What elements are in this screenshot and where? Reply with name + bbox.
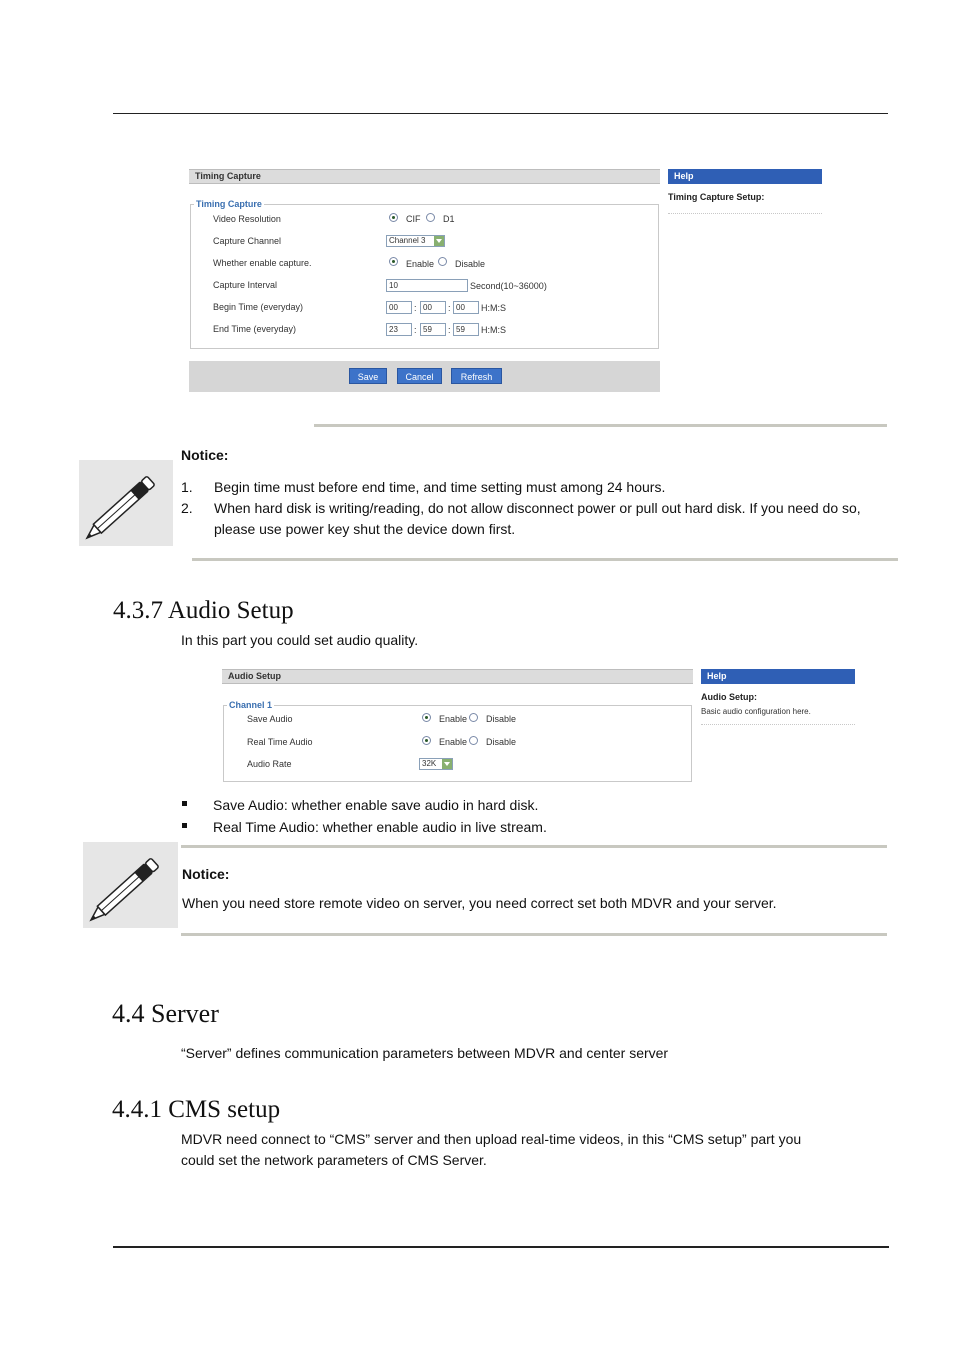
audio-rate-value: 32K xyxy=(422,759,437,768)
help-divider xyxy=(668,213,822,214)
capture-disable-radio[interactable] xyxy=(438,257,447,266)
capture-interval-input[interactable]: 10 xyxy=(386,279,468,292)
realtime-audio-enable-label: Enable xyxy=(439,737,468,747)
resolution-cif-label: CIF xyxy=(406,214,421,224)
resolution-d1-label: D1 xyxy=(443,214,455,224)
save-audio-disable-label: Disable xyxy=(486,714,517,724)
footer-rule xyxy=(113,1246,889,1248)
cms-setup-text: could set the network parameters of CMS Server. xyxy=(181,1152,487,1168)
help-titlebar: Help xyxy=(668,169,822,184)
timing-capture-title: Timing Capture xyxy=(195,171,261,181)
save-audio-disable-radio[interactable] xyxy=(469,713,478,722)
notice2-title: Notice: xyxy=(182,866,230,882)
capture-channel-select[interactable] xyxy=(386,235,445,247)
end-minute-input[interactable]: 59 xyxy=(420,323,446,336)
chevron-down-icon xyxy=(442,759,452,769)
notice1-item-text: please use power key shut the device down first. xyxy=(214,521,516,537)
cms-setup-heading: 4.4.1 CMS setup xyxy=(112,1096,281,1123)
audio-setup-intro: In this part you could set audio quality. xyxy=(181,632,419,648)
save-audio-enable-radio[interactable] xyxy=(422,713,431,722)
server-text: “Server” defines communication parameters between MDVR and center server xyxy=(181,1045,669,1061)
capture-interval-unit: Second(10~36000) xyxy=(470,281,547,291)
audio-setup-titlebar xyxy=(222,669,693,684)
begin-minute-input[interactable]: 00 xyxy=(420,301,446,314)
end-time-unit: H:M:S xyxy=(481,325,507,335)
video-resolution-label: Video Resolution xyxy=(213,214,281,224)
capture-enable-radio[interactable] xyxy=(389,257,398,266)
timing-capture-legend: Timing Capture xyxy=(196,199,262,209)
notice1-item-text: When hard disk is writing/reading, do not allow disconnect power or pull out hard disk. If you need do so, xyxy=(214,500,861,516)
capture-channel-value: Channel 3 xyxy=(389,236,426,245)
cancel-button[interactable]: Cancel xyxy=(397,368,442,384)
capture-interval-label: Capture Interval xyxy=(213,280,278,290)
end-second-input[interactable]: 59 xyxy=(453,323,479,336)
notice1-bottom-rule xyxy=(192,558,898,561)
refresh-button[interactable]: Refresh xyxy=(451,368,502,384)
begin-time-label: Begin Time (everyday) xyxy=(213,302,304,312)
real-time-audio-label: Real Time Audio xyxy=(247,737,313,747)
resolution-cif-radio[interactable] xyxy=(389,213,398,222)
notice1-item-number: 2. xyxy=(181,500,193,516)
audio-setup-heading: 4.3.7 Audio Setup xyxy=(113,597,294,624)
notice1-item-text: Begin time must before end time, and time setting must among 24 hours. xyxy=(214,479,666,495)
notice2-text: When you need store remote video on server, you need correct set both MDVR and your server. xyxy=(182,895,777,911)
end-hour-input[interactable]: 23 xyxy=(386,323,412,336)
bullet-icon xyxy=(182,823,187,828)
resolution-d1-radio[interactable] xyxy=(426,213,435,222)
chevron-down-icon xyxy=(434,236,444,246)
notice1-item-number: 1. xyxy=(181,479,193,495)
bullet-icon xyxy=(182,801,187,806)
save-button[interactable]: Save xyxy=(349,368,387,384)
time-separator: : xyxy=(448,325,451,335)
header-rule xyxy=(113,113,888,114)
cms-setup-text: MDVR need connect to “CMS” server and then upload real-time videos, in this “CMS setup” part you xyxy=(181,1131,802,1147)
audio-help-titlebar: Help xyxy=(701,669,855,684)
begin-hour-input[interactable]: 00 xyxy=(386,301,412,314)
server-heading: 4.4 Server xyxy=(112,999,219,1028)
capture-channel-label: Capture Channel xyxy=(213,236,282,246)
bullet-real-time-audio: Real Time Audio: whether enable audio in live stream. xyxy=(213,819,547,835)
bullet-save-audio: Save Audio: whether enable save audio in hard disk. xyxy=(213,797,539,813)
notice2-bottom-rule xyxy=(181,933,887,936)
realtime-audio-disable-radio[interactable] xyxy=(469,736,478,745)
time-separator: : xyxy=(414,325,417,335)
notice1-top-rule xyxy=(314,424,887,427)
begin-time-unit: H:M:S xyxy=(481,303,507,313)
time-separator: : xyxy=(448,303,451,313)
notice1-title: Notice: xyxy=(181,447,229,463)
notice2-top-rule xyxy=(181,845,887,848)
audio-help-heading: Audio Setup: xyxy=(701,692,757,702)
audio-rate-select[interactable] xyxy=(419,758,453,770)
save-audio-label: Save Audio xyxy=(247,714,293,724)
audio-help-text: Basic audio configuration here. xyxy=(701,707,811,716)
audio-help-divider xyxy=(701,724,855,725)
save-audio-enable-label: Enable xyxy=(439,714,468,724)
end-time-label: End Time (everyday) xyxy=(213,324,297,334)
enable-capture-label: Whether enable capture. xyxy=(213,258,312,268)
capture-disable-label: Disable xyxy=(455,259,486,269)
audio-channel-legend: Channel 1 xyxy=(229,700,273,710)
capture-enable-label: Enable xyxy=(406,259,435,269)
time-separator: : xyxy=(414,303,417,313)
help-heading: Timing Capture Setup: xyxy=(668,192,765,202)
timing-capture-titlebar xyxy=(189,169,660,184)
begin-second-input[interactable]: 00 xyxy=(453,301,479,314)
realtime-audio-enable-radio[interactable] xyxy=(422,736,431,745)
realtime-audio-disable-label: Disable xyxy=(486,737,517,747)
audio-setup-title: Audio Setup xyxy=(228,671,281,681)
pencil-icon xyxy=(83,842,178,928)
audio-rate-label: Audio Rate xyxy=(247,759,292,769)
pencil-icon xyxy=(79,460,173,546)
